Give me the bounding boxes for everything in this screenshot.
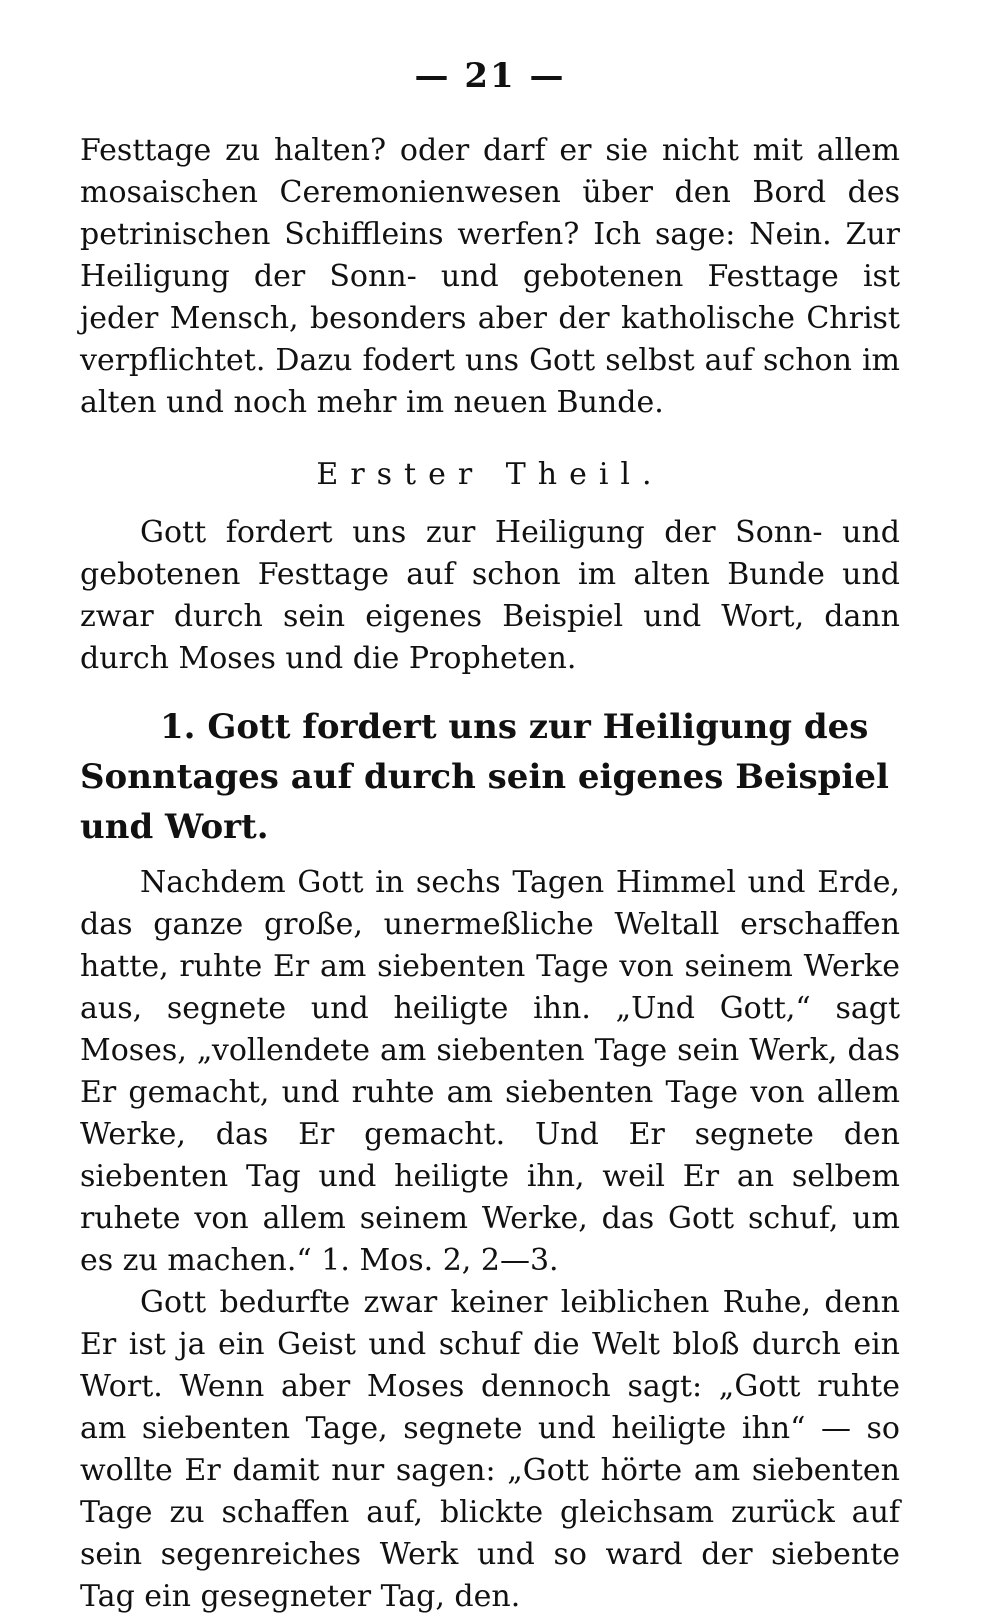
part-title: Erster Theil. xyxy=(316,457,664,492)
paragraph-creation: Nachdem Gott in sechs Tagen Himmel und Erde, das ganze große, unermeßliche Weltall erschaffen hatte, ruhte Er am siebenten Tage von seinem Werke aus, segnete und heiligte ihn. „Und Gott,“ sagt Moses, „vollendete am siebenten Tage sein Werk, das Er gemacht, und ruhte am siebenten Tage von allem Werke, das Er gemacht. Und Er segnete den siebenten Tag und heiligte ihn, weil Er an selbem ruhete von allem seinem Werke, das Gott schuf, um es zu machen.“ 1. Mos. 2, 2—3. xyxy=(80,865,900,1278)
part-summary: Gott fordert uns zur Heiligung der Sonn- und gebotenen Festtage auf schon im alten Bunde und zwar durch sein eigenes Beispiel und Wort, dann durch Moses und die Propheten. xyxy=(80,515,900,676)
page-number: — 21 — xyxy=(414,56,566,96)
section-title: Gott fordert uns zur Heiligung des Sonntages auf durch sein eigenes Beispiel und Wort. xyxy=(80,707,889,847)
section-number: 1. xyxy=(160,707,196,747)
section-heading xyxy=(80,702,900,852)
book-page xyxy=(80,50,900,1614)
paragraph-rest: Gott bedurfte zwar keiner leiblichen Ruhe, denn Er ist ja ein Geist und schuf die Welt bloß durch ein Wort. Wenn aber Moses dennoch sagt: „Gott ruhte am siebenten Tage, segnete und heiligte ihn“ — so wollte Er damit nur sagen: „Gott hörte am siebenten Tage zu schaffen auf, blickte gleichsam zurück auf sein segenreiches Werk und so ward der siebente Tag ein gesegneter Tag, den. xyxy=(80,1285,900,1614)
paragraph-intro: Festtage zu halten? oder darf er sie nicht mit allem mosaischen Ceremonienwesen über den Bord des petrinischen Schiffleins werfen? Ich sage: Nein. Zur Heiligung der Sonn- und gebotenen Festtage ist jeder Mensch, besonders aber der katholische Christ verpflichtet. Dazu fodert uns Gott selbst auf schon im alten und noch mehr im neuen Bunde. xyxy=(80,133,900,420)
